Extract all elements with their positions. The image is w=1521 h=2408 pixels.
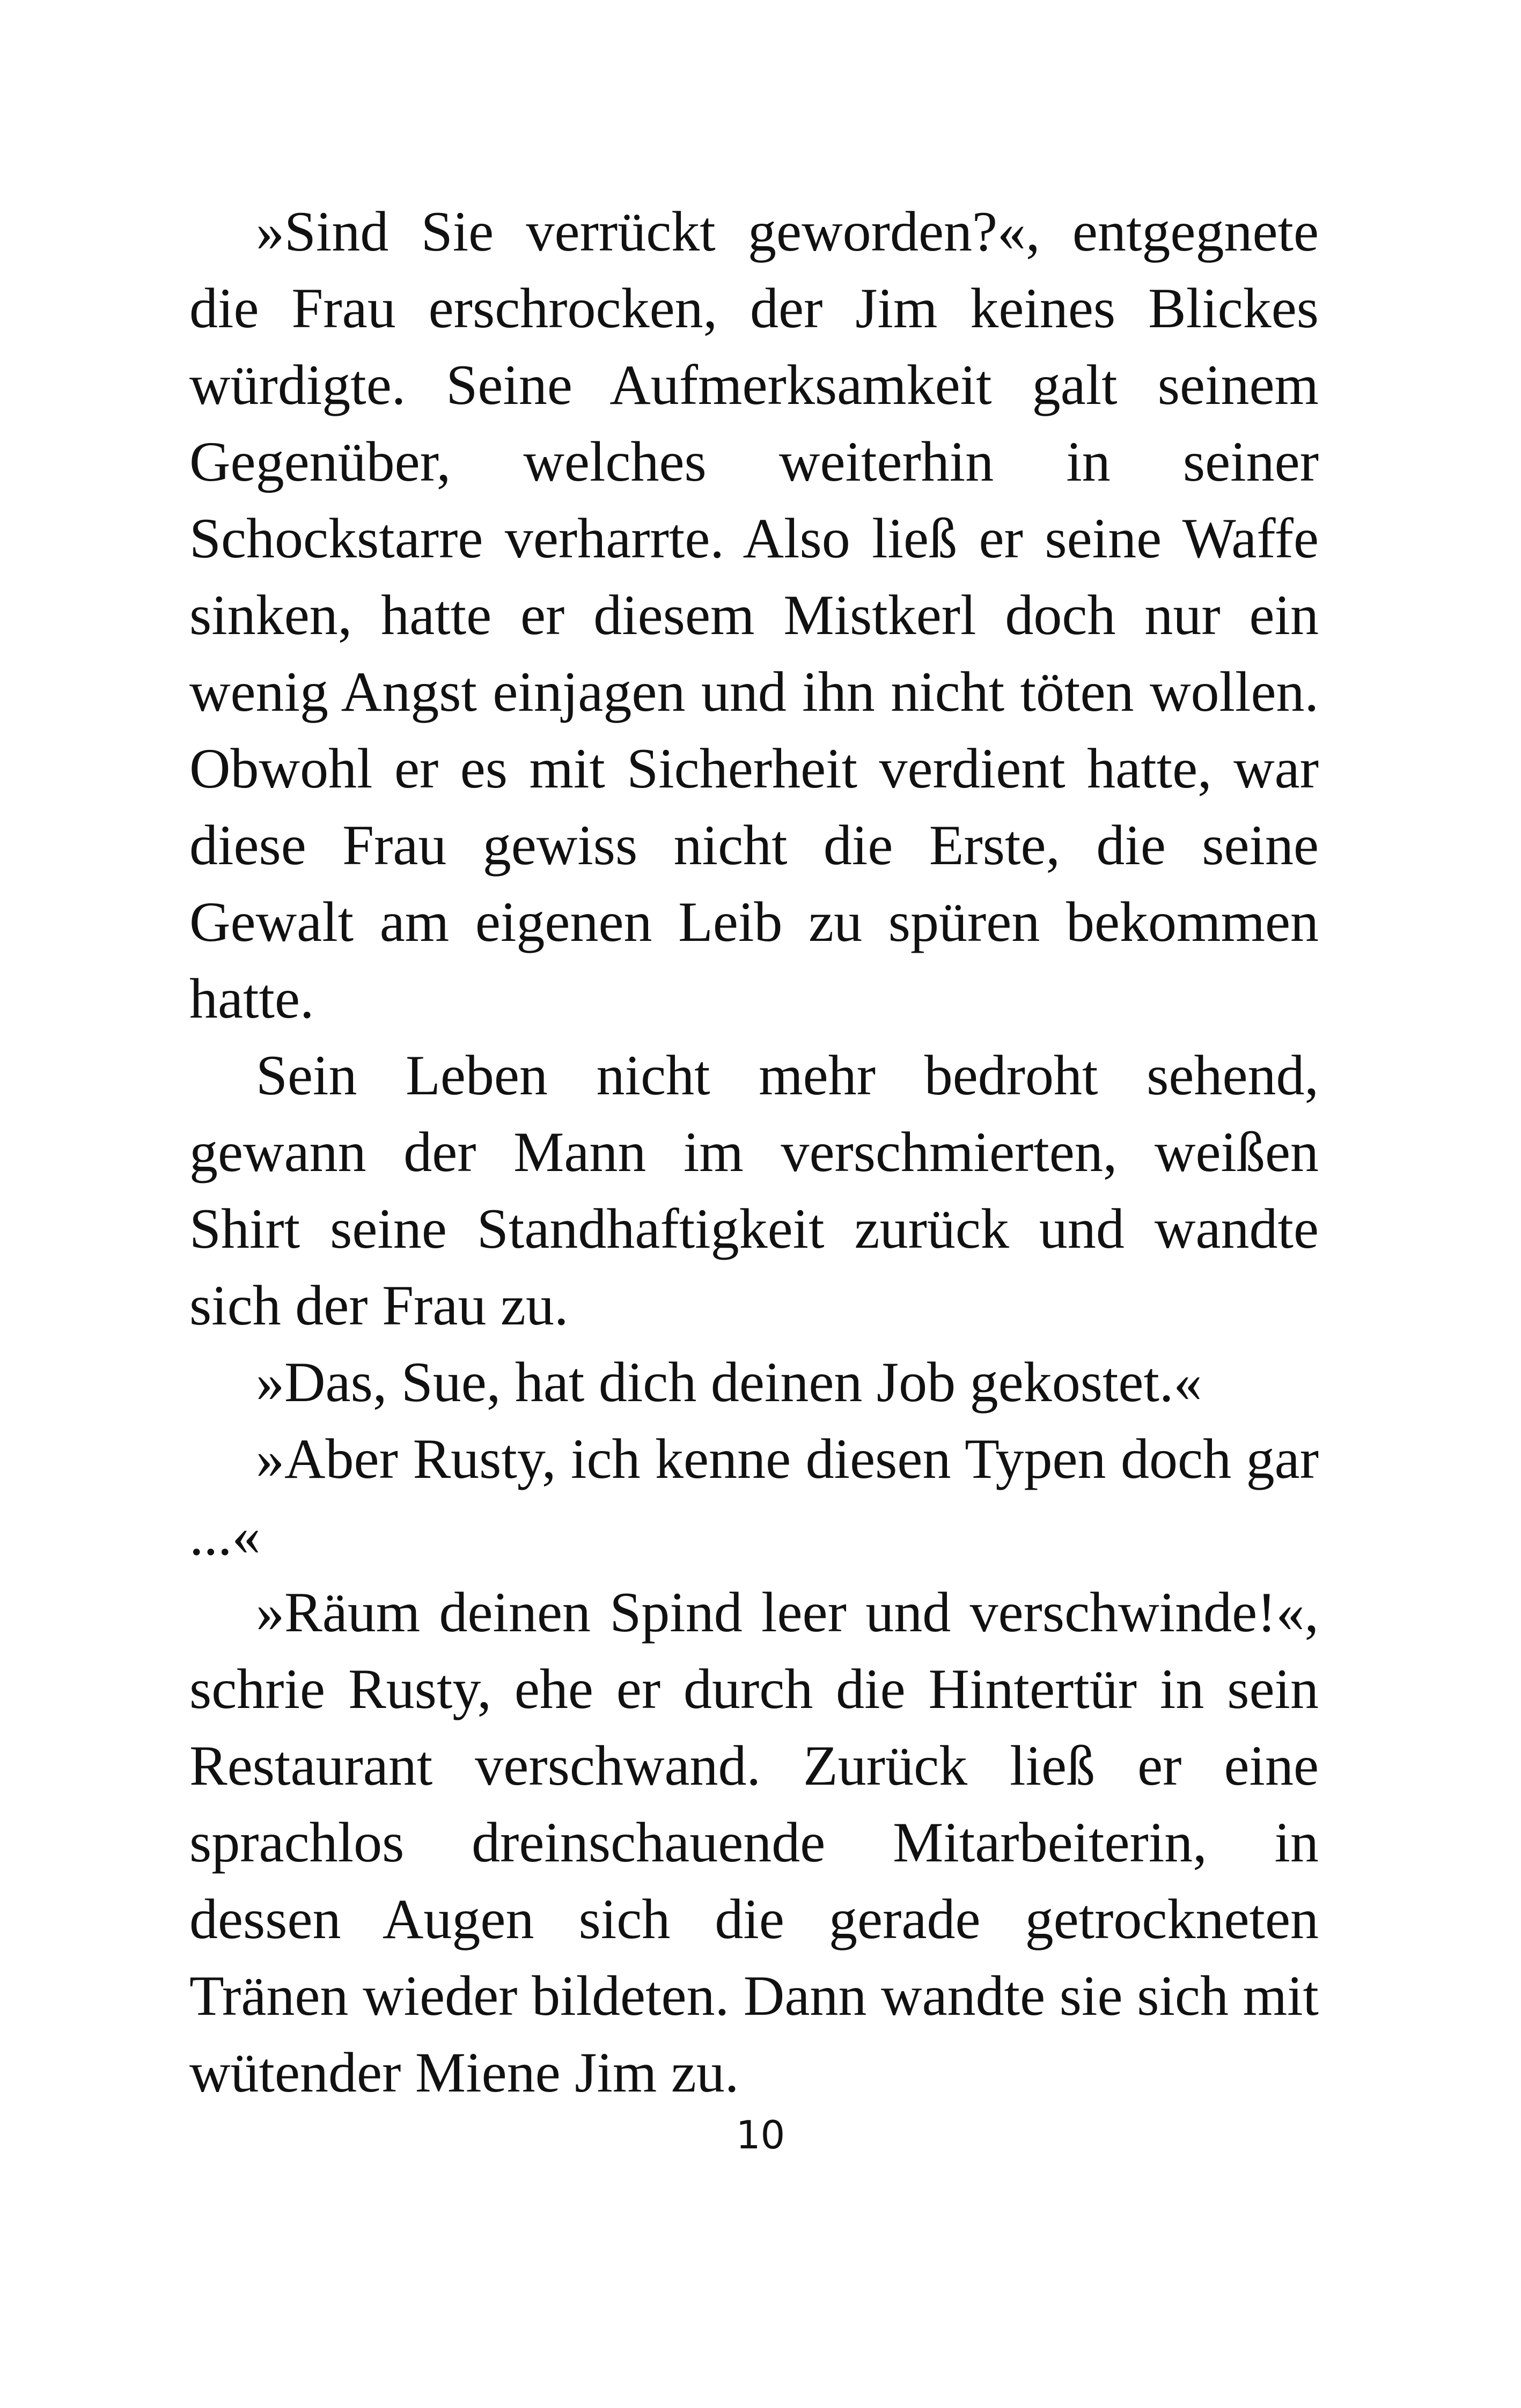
- paragraph-3: »Das, Sue, hat dich deinen Job gekostet.«: [256, 1351, 1202, 1413]
- paragraph-1: »Sind Sie verrückt geworden?«, entgegnete die Frau erschrocken, der Jim keines Blickes würdigte. Seine Aufmerksamkeit galt seinem Gegenüber, welches weiterhin in seiner Schockstarre verharrte. Also ließ er seine Waffe sinken, hatte er diesem Mistkerl doch nur ein wenig Angst einjagen und ihn nicht töten wollen. Obwohl er es mit Sicherheit verdient hatte, war diese Frau gewiss nicht die Erste, die seine Gewalt am eigenen Leib zu spüren bekommen hatte.: [189, 200, 1319, 1030]
- paragraph-5: »Räum deinen Spind leer und verschwinde!«, schrie Rusty, ehe er durch die Hintertür in sein Restaurant verschwand. Zurück ließ er eine sprachlos dreinschauende Mitarbeiterin, in dessen Augen sich die gerade getrockneten Tränen wieder bildeten. Dann wandte sie sich mit wütender Miene Jim zu.: [189, 1581, 1319, 2104]
- paragraph-2: Sein Leben nicht mehr bedroht sehend, gewann der Mann im verschmierten, weißen Shirt seine Standhaftigkeit zurück und wandte sich der Frau zu.: [189, 1044, 1319, 1337]
- page-number: 10: [736, 2112, 785, 2157]
- paragraph-4: »Aber Rusty, ich kenne diesen Typen doch gar ...«: [189, 1427, 1319, 1567]
- body-text: [189, 193, 1319, 2111]
